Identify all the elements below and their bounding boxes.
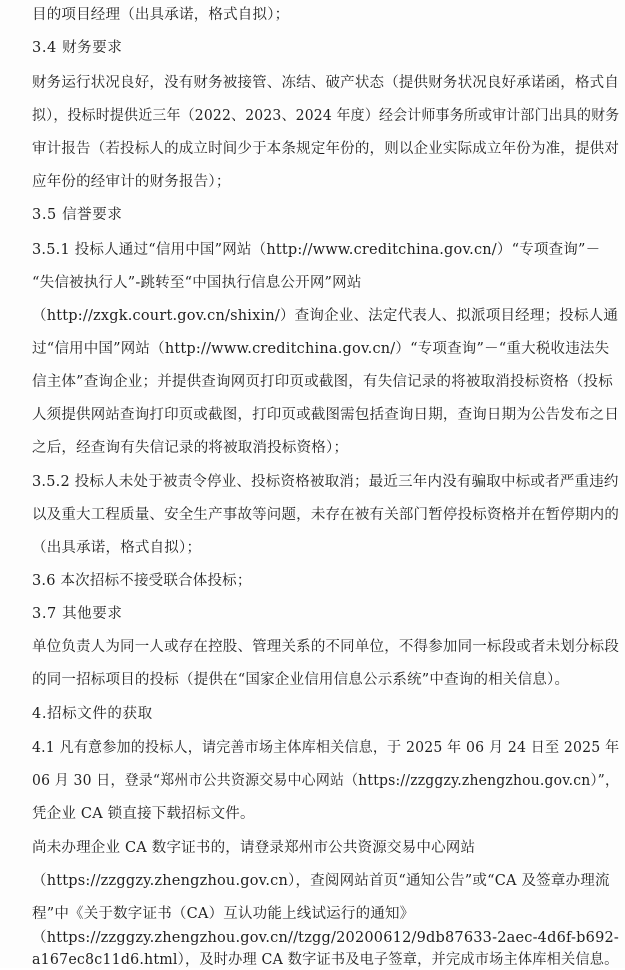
text-line: （出具承诺，格式自拟）； — [32, 540, 202, 556]
text-line: （https://zzggzy.zhengzhou.gov.cn//tzgg/20200612/9db87633-2aec-4d6f-b692- — [32, 930, 620, 946]
text-line: 人须提供网站查询打印页或截图，打印页或截图需包括查询日期，查询日期为公告发布之日 — [32, 407, 620, 423]
text-line: 信主体”查询企业；并提供查询网页打印页或截图，有失信记录的将被取消投标资格（投标 — [32, 374, 613, 390]
text-line: 3.5.1 投标人通过“信用中国”网站（http://www.creditchina.gov.cn/）“专项查询”－ — [32, 242, 601, 258]
text-line: （http://zxgk.court.gov.cn/shixin/）查询企业、法定代表人、拟派项目经理；投标人通 — [32, 308, 619, 324]
text-line: 程”中《关于数字证书（CA）互认功能上线试运行的通知》 — [32, 906, 415, 922]
section-heading: 3.7 其他要求 — [32, 606, 123, 622]
section-heading: 4.招标文件的获取 — [32, 706, 153, 722]
text-line: 财务运行状况良好，没有财务被接管、冻结、破产状态（提供财务状况良好承诺函，格式自 — [32, 75, 620, 91]
text-line: 应年份的经审计的财务报告）； — [32, 174, 231, 190]
text-line: 凭企业 CA 锁直接下载招标文件。 — [32, 806, 255, 822]
text-line: “失信被执行人”-跳转至“中国执行信息公开网”网站 — [32, 275, 362, 291]
section-heading: 3.5 信誉要求 — [32, 207, 123, 223]
text-line: 4.1 凡有意参加的投标人，请完善市场主体库相关信息，于 2025 年 06 月 24 日至 2025 年 — [32, 740, 620, 756]
text-line: （https://zzggzy.zhengzhou.gov.cn），查阅网站首页“通知公告”或“CA 及签章办理流 — [32, 873, 610, 889]
text-line: 尚未办理企业 CA 数字证书的，请登录郑州市公共资源交易中心网站 — [32, 840, 476, 856]
text-line: 拟），投标时提供近三年（2022、2023、2024 年度）经会计师事务所或审计部门出具的财务 — [32, 108, 620, 124]
text-line: 的同一招标项目的投标（提供在“国家企业信用信息公示系统”中查询的相关信息）。 — [32, 672, 570, 688]
text-line: 目的项目经理（出具承诺，格式自拟）； — [32, 7, 290, 23]
text-line: 过“信用中国”网站（http://www.creditchina.gov.cn/）“专项查询”－“重大税收违法失 — [32, 341, 610, 357]
text-line: 3.5.2 投标人未处于被责令停业、投标资格被取消；最近三年内没有骗取中标或者严重违约 — [32, 474, 619, 490]
text-line: 单位负责人为同一人或存在控股、管理关系的不同单位，不得参加同一标段或者未划分标段 — [32, 639, 620, 655]
text-line: 之后，经查询有失信记录的将被取消投标资格）； — [32, 440, 349, 456]
text-line: 3.6 本次招标不接受联合体投标； — [32, 573, 252, 589]
text-line: 审计报告（若投标人的成立时间少于本条规定年份的，则以企业实际成立年份为准，提供对 — [32, 141, 620, 157]
text-line: a167ec8c11d6.html），及时办理 CA 数字证书及电子签章，并完成市场主体库相关信息。 — [32, 952, 619, 968]
section-heading: 3.4 财务要求 — [32, 40, 123, 56]
text-line: 以及重大工程质量、安全生产事故等问题，未存在被有关部门暂停投标资格并在暂停期内的 — [32, 507, 620, 523]
text-line: 06 月 30 日，登录“郑州市公共资源交易中心网站（https://zzggzy.zhengzhou.gov.cn）”， — [32, 773, 620, 789]
